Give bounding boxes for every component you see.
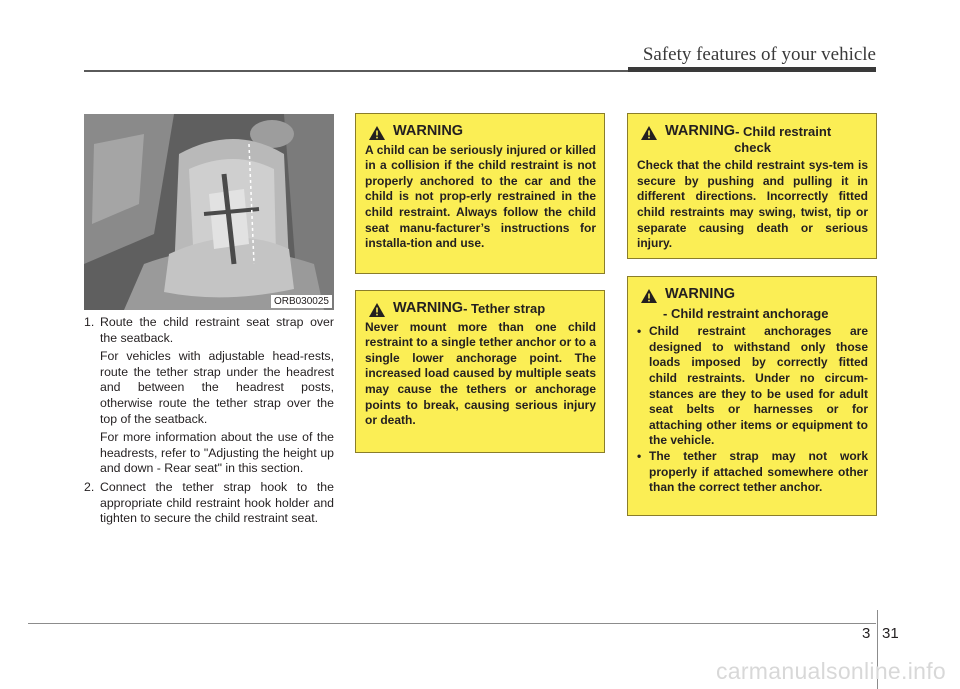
warning-subtitle: - Child restraint anchorage [663,305,829,321]
watermark: carmanualsonline.info [715,658,946,684]
page-header-title: Safety features of your vehicle [642,44,876,65]
warning-title-row [637,287,868,303]
page-number: 31 [882,625,899,642]
warning-bullet-list [637,324,868,496]
warning-title: WARNING [665,123,736,139]
chapter-number: 3 [862,625,871,642]
warning-subtitle: - Tether strap [463,301,546,316]
footer-rule [28,623,876,624]
warning-title: WARNING [665,286,736,302]
warning-title-row [365,301,596,317]
list-item: • The tether strap may not work properly if attached somewhere other than the correct tether anchor. [637,448,868,495]
warning-text: Never mount more than one child restraint to a single tether anchor or to a single lower anchorage point. The increased load caused by multiple seats may cause the tethers or anchorage points to break, causing serious injury or death. [365,319,596,428]
warning-triangle-icon [641,289,657,303]
warning-triangle-icon [641,126,657,140]
header-rule-accent [628,67,876,72]
warning-title-row [365,124,596,140]
step-1-note-headrest: For vehicles with adjustable head-rests, route the tether strap under the headrest and between the headrest posts, otherwise route the tether strap over the top of the seatback. [100,349,334,426]
warning-triangle-icon [369,126,385,140]
figure-code: ORB030025 [271,295,332,308]
step-text: Connect the tether strap hook to the appropriate child restraint hook holder and tighten to secure the child restraint seat. [100,479,334,526]
warning-box-check [627,113,877,259]
step-number: 1. [84,315,95,329]
child-seat-photo [84,114,334,310]
warning-text: A child can be seriously injured or killed in a collision if the child restraint is not properly anchored to the car and the child is not prop-erly restrained in the child restraint. Always follow the child seat manu-facturer’s instructions for installa-tion and use. [365,142,596,251]
warning-box-general [355,113,605,274]
installation-steps [84,315,334,527]
step-text: Route the child restraint seat strap over the seatback. [100,315,334,345]
step-number: 2. [84,479,95,494]
warning-triangle-icon [369,303,385,317]
warning-text: Check that the child restraint sys-tem is secure by pushing and pulling it in different directions. Incorrectly fitted child restraints may swing, twist, tip or separate causing death or serious injury. [637,158,868,251]
warning-title: WARNING [393,300,464,316]
step-1-note-reference: For more information about the use of the headrests, refer to "Adjusting the height up and down - Rear seat" in this section. [100,430,334,476]
list-item: • Child restraint anchorages are designed to withstand only those loads imposed by correctly fitted child restraints. Under no circum-stances are they to be used for adult seat belts or harnesses or for attaching other items or equipment to the vehicle. [637,324,868,448]
warning-subtitle-continued: check [734,139,771,155]
warning-box-tether [355,290,605,453]
step-2 [84,480,334,527]
warning-title-row [637,124,868,155]
step-1 [84,315,334,346]
warning-title: WARNING [393,123,464,139]
child-seat-illustration [84,114,334,310]
warning-subtitle: - Child restraint [735,124,832,139]
warning-box-anchorage [627,276,877,516]
